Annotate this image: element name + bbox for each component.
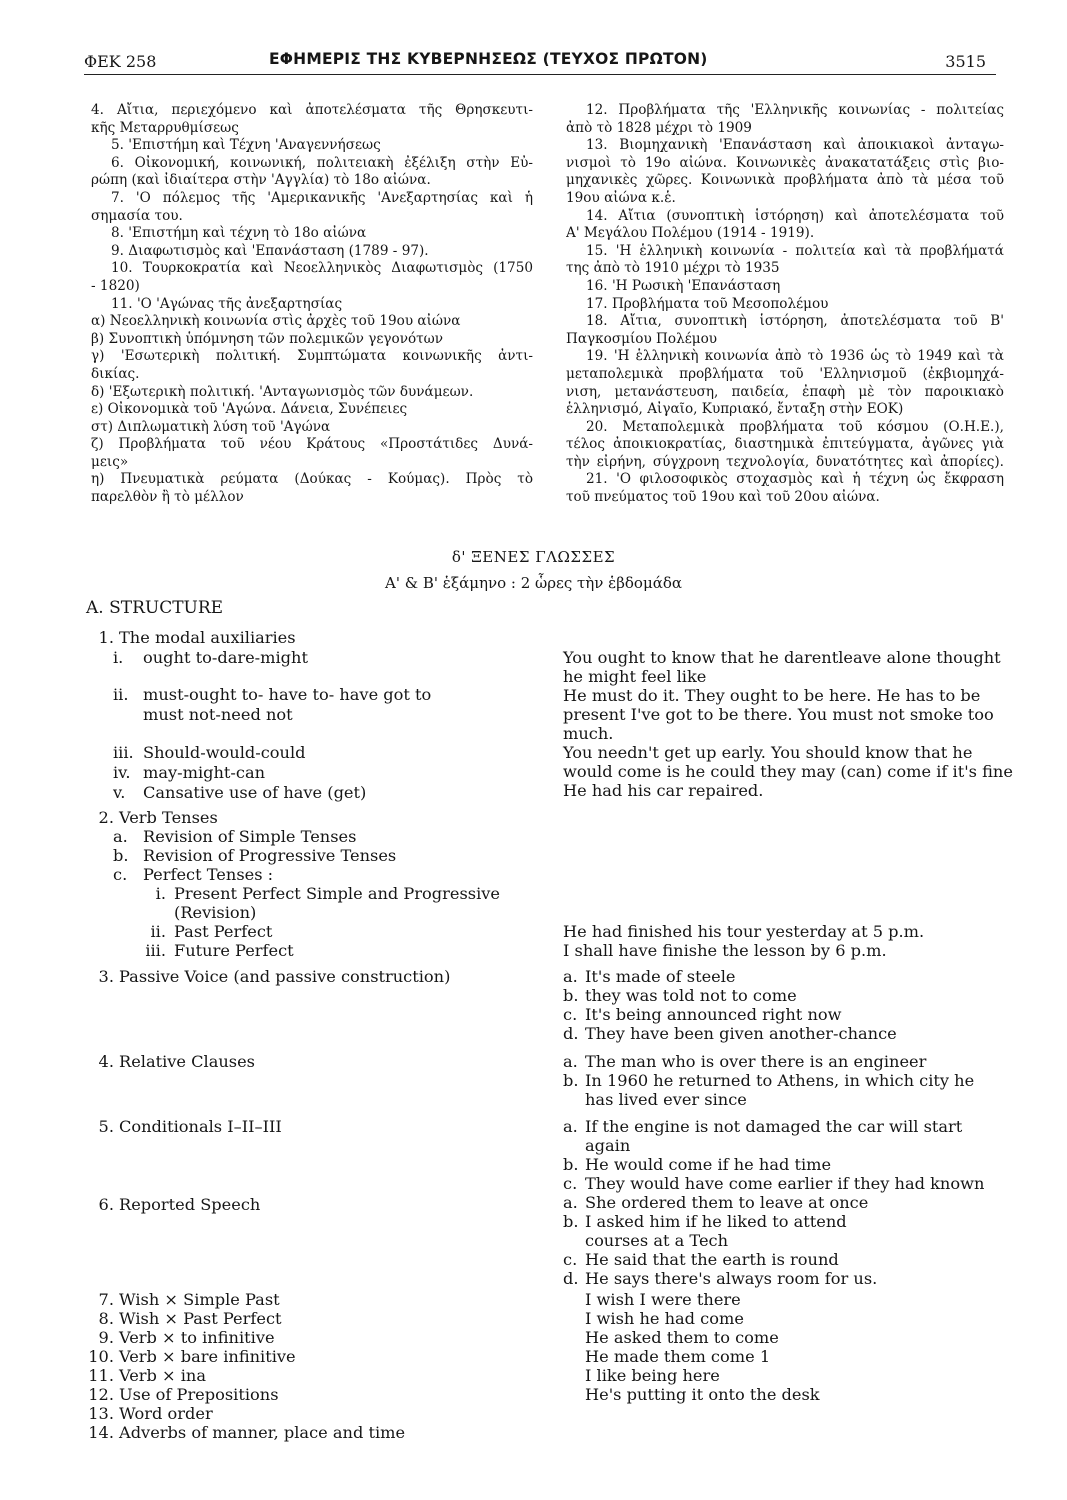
outline-item: 12. Use of Prepositions [88,1385,279,1404]
outline-subitem: iii. Should-would-could [113,743,306,762]
outline-item: 8. Wish × Past Perfect [98,1309,282,1328]
greek-line: 15. 'Η ἑλληνικὴ κοινωνία - πολιτεία καὶ τὰ προβλήματά [586,242,1004,259]
example-item-cont: courses at a Tech [585,1231,729,1250]
greek-line: νισμοὶ τὸ 19ο αἰώνα. Κοινωνικὲς ἀνακατατάξεις στὶς βιο- [566,154,1004,171]
greek-line: Α' Μεγάλου Πολέμου (1914 - 1919). [566,225,815,242]
example-item: b. In 1960 he returned to Athens, in which city he [563,1071,975,1090]
greek-line: η) Πνευματικὰ ρεύματα (Δούκας - Κούμας). Πρὸς τὸ [91,471,533,488]
example-item: c. They would have come earlier if they had known [563,1174,985,1193]
greek-line: στ) Διπλωματικὴ λύση τοῦ 'Αγώνα [91,418,331,435]
example-item: I wish I were there [585,1290,741,1309]
example-item: I wish he had come [585,1309,744,1328]
greek-line: - 1820) [91,277,140,294]
outline-subsubitem: i. Present Perfect Simple and Progressive [155,884,500,903]
example-line: much. [563,724,614,743]
greek-line: 9. Διαφωτισμὸς καὶ 'Επανάσταση (1789 - 97). [111,242,429,259]
example-item: He made them come 1 [585,1347,771,1366]
greek-line: 20. Μεταπολεμικὰ προβλήματα τοῦ κόσμου (Ο.Η.Ε.), [586,418,1004,435]
greek-line: 19. 'Η ἑλληνικὴ κοινωνία ἀπὸ τὸ 1936 ὡς τὸ 1949 καὶ τὰ [586,348,1004,365]
greek-line: 8. 'Επιστήμη καὶ τέχνη τὸ 18ο αἰώνα [111,225,367,242]
greek-line: 11. 'Ο 'Αγώνας τῆς ἀνεξαρτησίας [111,295,343,312]
outline-item: 1. The modal auxiliaries [98,628,296,647]
greek-line: μηχανικὲς χῶρες. Κοινωνικὰ προβλήματα ἀπὸ τὰ μέσα τοῦ [566,172,1004,189]
greek-line: γ) 'Εσωτερικὴ πολιτική. Συμπτώματα κοινωνικῆς ἀντι- [91,348,533,365]
example-item: b. He would come if he had time [563,1155,832,1174]
outline-subitem: b. Revision of Progressive Tenses [113,846,397,865]
greek-line: τέλος ἀποικιοκρατίας, διαστημικὰ ἐπιτεύγματα, ἀγῶνες γιὰ [566,436,1004,453]
greek-line: μεις» [91,453,129,470]
page-header [84,50,996,76]
greek-line: 19ου αἰώνα κ.ἑ. [566,189,676,206]
greek-column-left [91,102,533,507]
example-item: a. It's made of steele [563,967,736,986]
outline-subitem: ii. must-ought to- have to- have got to [113,685,432,704]
example-line: he might feel like [563,667,707,686]
example-line: He had finished his tour yesterday at 5 p.m. [563,922,925,941]
greek-line: 16. 'Η Ρωσικὴ 'Επανάσταση [586,277,781,294]
greek-line: μεταπολεμικὰ προβλήματα τοῦ 'Ελληνισμοῦ (ἐκβιομηχά- [566,365,1004,382]
greek-line: κῆς Μεταρρυθμίσεως [91,119,239,136]
greek-line: β) Συνοπτικὴ ὑπόμνηση τῶν πολεμικῶν γεγονότων [91,330,444,347]
example-item: d. They have been given another-chance [563,1024,897,1043]
gazette-title: ΕΦΗΜΕΡΙΣ ΤΗΣ ΚΥΒΕΡΝΗΣΕΩΣ (ΤΕΥΧΟΣ ΠΡΩΤΟΝ) [269,50,708,68]
example-line: He must do it. They ought to be here. He has to be [563,686,981,705]
outline-subitem-cont: must not-need not [143,705,293,724]
outline-item: 11. Verb × ina [88,1366,206,1385]
outline-item: 3. Passive Voice (and passive construction) [98,967,451,986]
example-line: would come is he could they may (can) come if it's fine [563,762,1013,781]
example-line: present I've got to be there. You must not smoke too [563,705,994,724]
outline-item: 7. Wish × Simple Past [98,1290,280,1309]
example-item: b. they was told not to come [563,986,797,1005]
outline-item: 14. Adverbs of manner, place and time [88,1423,406,1442]
greek-line: 17. Προβλήματα τοῦ Μεσοπολέμου [586,295,829,312]
example-line: He had his car repaired. [563,781,764,800]
outline-subitem: iv. may-might-can [113,763,266,782]
example-item: b. I asked him if he liked to attend [563,1212,847,1231]
section-subtitle: Α' & Β' ἑξάμηνο : 2 ὧρες τὴν ἑβδομάδα [385,574,682,592]
greek-line: ρώπη (καὶ ἰδιαίτερα στὴν 'Αγγλία) τὸ 18ο αἰώνα. [91,172,431,189]
example-item: c. He said that the earth is round [563,1250,839,1269]
greek-line: δικίας. [91,365,140,382]
greek-line: ε) Οἰκονομικὰ τοῦ 'Αγώνα. Δάνεια, Συνέπειες [91,401,408,418]
outline-item: 4. Relative Clauses [98,1052,255,1071]
greek-line: ἀπὸ τὸ 1828 μέχρι τὸ 1909 [566,119,752,136]
example-item: He asked them to come [585,1328,779,1347]
example-item-cont: again [585,1136,631,1155]
outline-item: 13. Word order [88,1404,213,1423]
greek-line: 18. Αἴτια, συνοπτικὴ ἱστόρηση, ἀποτελέσματα τοῦ Β' [586,313,1004,330]
greek-line: 4. Αἴτια, περιεχόμενο καὶ ἀποτελέσματα τῆς Θρησκευτι- [91,102,533,118]
outline-subsubitem-cont: (Revision) [174,903,257,922]
header-rule [84,74,996,75]
example-item: a. If the engine is not damaged the car will start [563,1117,963,1136]
issue-number: ΦΕΚ 258 [84,52,157,71]
example-item: He's putting it onto the desk [585,1385,820,1404]
outline-subitem: i. ought to-dare-might [113,648,308,667]
outline-subitem: a. Revision of Simple Tenses [113,827,357,846]
outline-item: 6. Reported Speech [98,1195,261,1214]
greek-line: δ) 'Εξωτερικὴ πολιτική. 'Ανταγωνισμὸς τῶν δυνάμεων. [91,383,474,400]
example-item-cont: has lived ever since [585,1090,747,1109]
greek-line: 12. Προβλήματα τῆς 'Ελληνικῆς κοινωνίας - πολιτείας [586,102,1004,118]
outline-subsubitem: iii. Future Perfect [145,941,294,960]
greek-line: 14. Αἴτια (συνοπτικὴ ἱστόρηση) καὶ ἀποτελέσματα τοῦ [586,207,1004,224]
example-line: You ought to know that he darentleave alone thought [563,648,1001,667]
greek-line: 13. Βιομηχανικὴ 'Επανάσταση καὶ ἀποικιακοὶ ἀνταγω- [586,137,1004,154]
greek-line: α) Νεοελληνικὴ κοινωνία στὶς ἀρχὲς τοῦ 19ου αἰώνα [91,313,461,330]
greek-line: 10. Τουρκοκρατία καὶ Νεοελληνικὸς Διαφωτισμὸς (1750 [111,260,533,277]
greek-line: σημασία του. [91,207,183,224]
greek-line: νιση, μετανάστευση, παιδεία, ἐπαφὴ μὲ τὸν παροικιακὸ [566,383,1004,400]
greek-line: 6. Οἰκονομική, κοινωνική, πολιτειακὴ ἐξέλιξη στὴν Εὐ- [111,154,533,171]
example-item: I like being here [585,1366,720,1385]
example-line: You needn't get up early. You should know that he [563,743,973,762]
greek-line: 21. 'Ο φιλοσοφικὸς στοχασμὸς καὶ ἡ τέχνη ὡς ἔκφραση [586,471,1004,488]
outline-item: 10. Verb × bare infinitive [88,1347,296,1366]
outline-item: 5. Conditionals I–II–III [98,1117,282,1136]
greek-line: τοῦ πνεύματος τοῦ 19ου καὶ τοῦ 20ου αἰώνα. [566,489,880,506]
outline-subitem: v. Cansative use of have (get) [113,783,367,802]
greek-column-right [566,102,1004,507]
greek-line: ζ) Προβλήματα τοῦ νέου Κράτους «Προστάτιδες Δυνά- [91,436,533,453]
example-item: a. The man who is over there is an engineer [563,1052,927,1071]
greek-line: παρελθὸν ἢ τὸ μέλλον [91,489,244,506]
structure-heading: A. STRUCTURE [86,598,224,618]
outline-item: 2. Verb Tenses [98,808,218,827]
section-title: δ' ΞΕΝΕΣ ΓΛΩΣΣΕΣ [451,548,616,566]
greek-line: της ἀπὸ τὸ 1910 μέχρι τὸ 1935 [566,260,780,277]
example-item: d. He says there's always room for us. [563,1269,878,1288]
example-item: c. It's being announced right now [563,1005,842,1024]
outline-item: 9. Verb × to infinitive [98,1328,275,1347]
greek-line: 7. 'Ο πόλεμος τῆς 'Αμερικανικῆς 'Ανεξαρτησίας καὶ ἡ [111,189,533,206]
example-item: a. She ordered them to leave at once [563,1193,869,1212]
outline-subsubitem: ii. Past Perfect [150,922,273,941]
page-number: 3515 [945,52,986,71]
greek-line: Παγκοσμίου Πολέμου [566,330,718,347]
greek-line: ἑλληνισμό, Αἰγαῖο, Κυπριακό, ἔνταξη στὴν ΕΟΚ) [566,401,904,418]
greek-line: τὴν εἰρήνη, σύγχρονη τεχνολογία, δυνατότητες καὶ ἀπορίες). [566,453,1004,470]
greek-line: 5. 'Επιστήμη καὶ Τέχνη 'Αναγεννήσεως [111,137,381,154]
example-line: I shall have finishe the lesson by 6 p.m. [563,941,887,960]
outline-subitem: c. Perfect Tenses : [113,865,274,884]
